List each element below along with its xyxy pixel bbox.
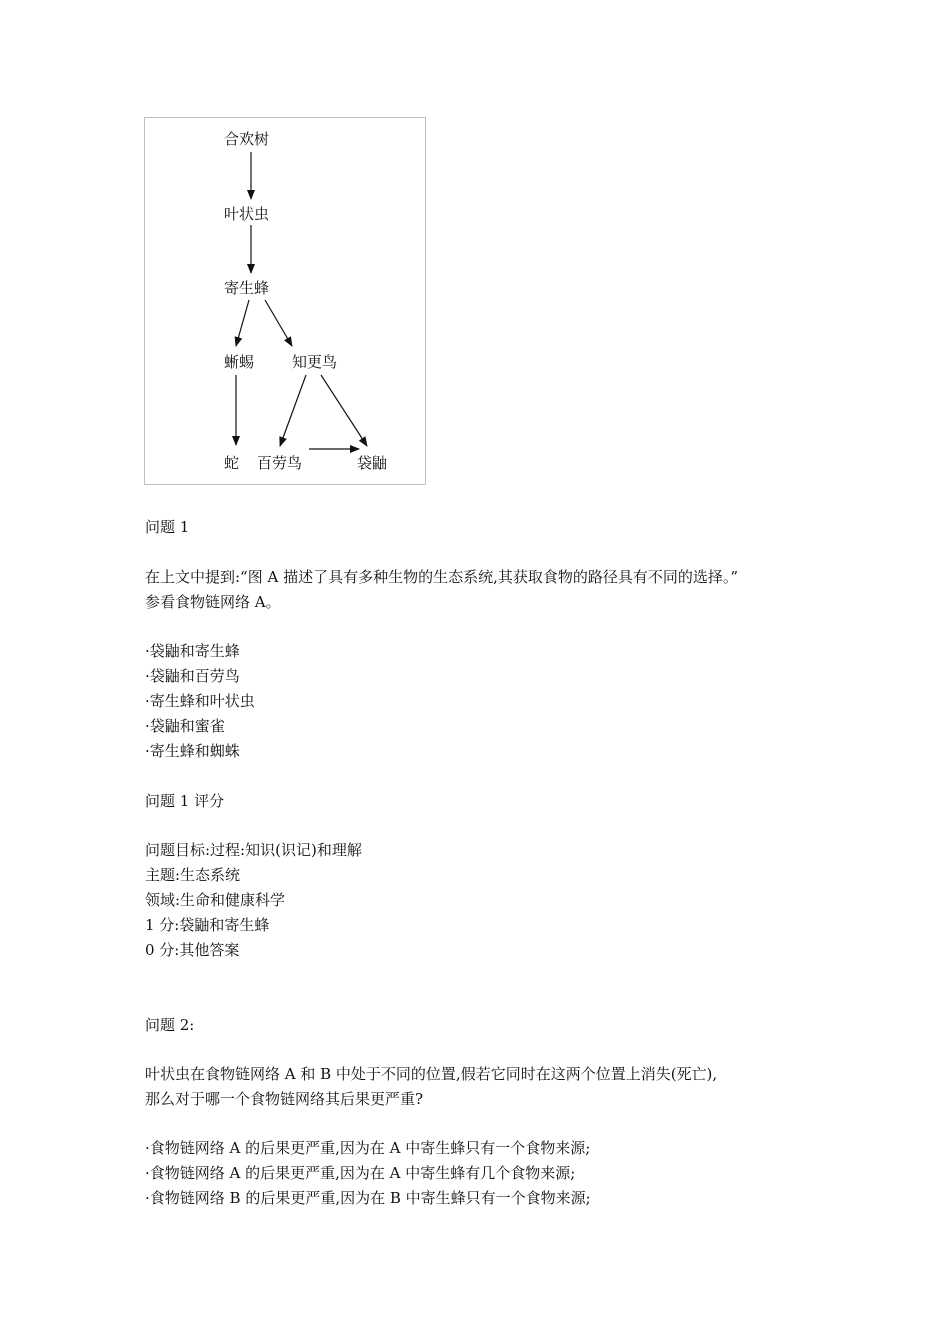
q1-scoring-full-credit: 1 分:袋鼬和寄生蜂 [145,916,270,934]
q2-option-1: ·食物链网络 A 的后果更严重,因为在 A 中寄生蜂只有一个食物来源; [145,1139,591,1157]
q1-option-2: ·袋鼬和百劳鸟 [145,667,240,685]
node-robin: 知更鸟 [292,353,338,371]
q1-scoring-objective: 问题目标:过程:知识(识记)和理解 [145,841,362,859]
arrow-wasp-to-lizard [236,300,249,346]
q1-scoring-domain: 领域:生命和健康科学 [145,891,286,909]
q1-option-3: ·寄生蜂和叶状虫 [145,692,255,710]
arrow-wasp-to-robin [265,300,292,346]
q2-option-2: ·食物链网络 A 的后果更严重,因为在 A 中寄生蜂有几个食物来源; [145,1164,576,1182]
food-web-arrows [145,118,427,486]
food-web-diagram [144,117,426,485]
node-snake: 蛇 [224,454,240,472]
q1-stem-line2: 参看食物链网络 A。 [145,593,281,611]
node-marsupial: 袋鼬 [357,454,388,472]
q2-option-3: ·食物链网络 B 的后果更严重,因为在 B 中寄生蜂只有一个食物来源; [145,1189,591,1207]
q1-stem-line1: 在上文中提到:“图 A 描述了具有多种生物的生态系统,其获取食物的路径具有不同的选择。” [145,568,739,586]
node-parasitic-wasp: 寄生蜂 [224,279,270,297]
q2-title: 问题 2: [145,1016,195,1034]
q1-option-1: ·袋鼬和寄生蜂 [145,642,240,660]
arrow-robin-to-butcherbird [280,375,306,446]
node-leaf-beetle: 叶状虫 [224,205,270,223]
q2-stem-line2: 那么对于哪一个食物链网络其后果更严重? [145,1090,424,1108]
node-acacia: 合欢树 [224,130,270,148]
q1-scoring-title: 问题 1 评分 [145,792,225,810]
q1-scoring-no-credit: 0 分:其他答案 [145,941,240,959]
node-butcherbird: 百劳鸟 [257,454,303,472]
q1-scoring-theme: 主题:生态系统 [145,866,241,884]
q1-option-4: ·袋鼬和蜜雀 [145,717,225,735]
q1-title: 问题 1 [145,518,190,536]
q1-option-5: ·寄生蜂和蜘蛛 [145,742,240,760]
q2-stem-line1: 叶状虫在食物链网络 A 和 B 中处于不同的位置,假若它同时在这两个位置上消失(死亡), [145,1065,718,1083]
arrow-robin-to-marsupial [321,375,367,446]
node-lizard: 蜥蜴 [224,353,255,371]
